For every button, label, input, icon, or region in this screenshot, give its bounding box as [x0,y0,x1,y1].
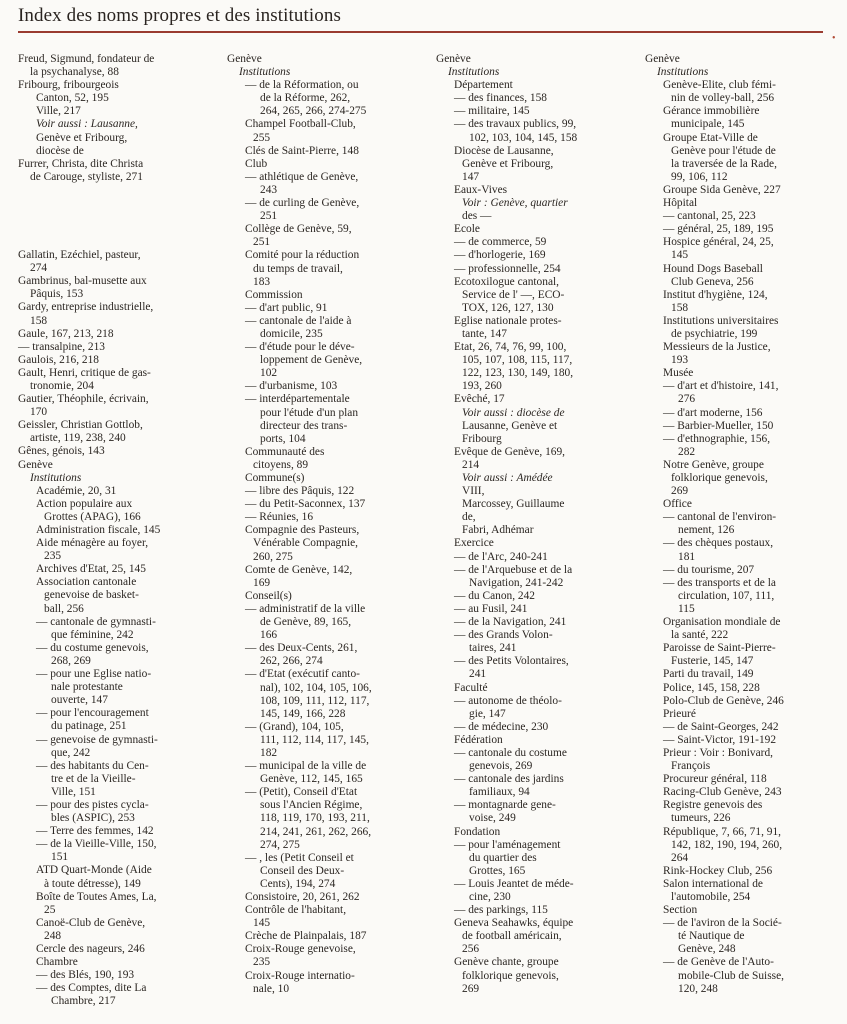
index-line: — de l'Arquebuse et de la [454,563,573,576]
index-line: 251 [260,210,278,223]
index-line: taires, 241 [469,642,517,655]
index-line: Genève, 248 [678,943,736,956]
index-line: Pâquis, 153 [30,288,84,301]
index-line: Institutions universitaires [663,314,779,327]
index-line: 262, 266, 274 [260,655,323,668]
index-line: Institutions [448,66,500,79]
index-line: du quartier des [469,851,537,864]
index-line: 99, 106, 112 [671,170,728,183]
index-line: — du Petit-Saconnex, 137 [245,498,366,511]
index-line: 264, 265, 266, 274-275 [260,105,367,118]
index-line: — de Saint-Georges, 242 [663,720,779,733]
index-line: Club Geneva, 256 [671,275,754,288]
index-line: Croix-Rouge genevoise, [245,943,356,956]
index-line: nale, 10 [253,982,290,995]
index-line: VIII, [462,485,485,498]
index-line: Diocèse de Lausanne, [454,144,554,157]
index-line: — des habitants du Cen- [36,759,149,772]
index-line: 282 [678,445,696,458]
index-line: 166 [260,629,278,642]
index-line: — du tourisme, 207 [663,563,755,576]
index-line: Hospice général, 24, 25, [663,236,774,249]
index-line: Académie, 20, 31 [36,484,117,497]
index-line: du temps de travail, [253,262,343,275]
index-line: pour l'étude d'un plan [260,406,359,419]
index-line: de Carouge, styliste, 271 [30,170,143,183]
index-line: — pour une Eglise natio- [36,668,152,681]
index-line: Genève [227,53,262,65]
index-line: — Louis Jeantet de méde- [454,877,574,890]
index-line: Fédération [454,733,503,746]
index-line: Commission [245,288,303,301]
index-line: — Barbier-Mueller, 150 [663,419,774,432]
index-line: — des Comptes, dite La [36,982,147,995]
index-line: Hôpital [663,197,698,210]
index-line: Fribourg, fribourgeois [18,79,119,92]
index-line: — d'étude pour le déve- [245,341,355,354]
index-line: 255 [253,131,271,144]
index-line: Eglise nationale protes- [454,314,562,327]
index-line: 158 [671,301,689,314]
index-line: Paroisse de Saint-Pierre- [663,642,776,655]
index-line: voise, 249 [469,812,516,825]
index-line: Institutions [239,66,291,79]
index-line: Genève-Elite, club fémi- [663,79,776,92]
index-line: Lausanne, Genève et [462,419,558,432]
index-line: Gallatin, Ezéchiel, pasteur, [18,249,141,262]
index-line: Voir aussi : Amédée [462,472,553,484]
index-line: — au Fusil, 241 [454,602,528,615]
index-line: té Nautique de [678,930,745,943]
index-line: Vénérable Compagnie, [253,537,359,550]
index-line: 102 [260,367,278,380]
index-line: 181 [678,550,696,563]
index-line: 269 [462,982,480,995]
index-line: la traversée de la Rade, [671,157,777,170]
index-line: — cantonale du costume [454,746,567,759]
index-line: 214, 241, 261, 262, 266, [260,825,372,838]
index-line: Fribourg [462,432,502,445]
index-line: — de la Vieille-Ville, 150, [36,838,157,851]
index-line: Cents), 194, 274 [260,877,336,890]
page-title: Index des noms propres et des institutions [18,5,341,26]
index-line: 235 [44,550,62,563]
index-line: — pour l'aménagement [454,838,561,851]
index-line: 25 [44,903,56,916]
index-line: — autonome de théolo- [454,694,562,707]
index-line: — des travaux publics, 99, [454,118,577,131]
index-line: Evêque de Genève, 169, [454,445,566,458]
index-line: Geissler, Christian Gottlob, [18,419,143,432]
index-line: Fusterie, 145, 147 [671,655,754,668]
index-line: Section [663,904,698,917]
index-line: — pour l'encouragement [36,707,149,720]
index-line: Office [663,498,692,511]
index-line: — pour des pistes cycla- [36,798,149,811]
index-line: 269 [671,485,689,498]
index-line: — montagnarde gene- [454,799,556,812]
index-line: de Genève, 89, 165, [260,616,352,629]
index-line: Gérance immobilière [663,105,760,118]
index-line: familiaux, 94 [469,786,530,799]
index-line: domicile, 235 [260,327,323,340]
index-line: Genève [645,53,680,65]
index-line: Croix-Rouge internatio- [245,969,355,982]
index-line: — des parkings, 115 [454,904,548,917]
index-line: Genève et Fribourg, [462,157,554,170]
index-line: Fondation [454,825,501,838]
index-line: Gaule, 167, 213, 218 [18,327,114,340]
index-line: Conseil des Deux- [260,864,345,877]
index-line: 274, 275 [260,838,300,851]
index-line: — des finances, 158 [454,92,547,105]
index-line: Consistoire, 20, 261, 262 [245,891,360,903]
index-line: directeur des trans- [260,419,348,432]
index-line: 193, 260 [462,380,502,393]
index-line: loppement de Genève, [260,354,363,367]
index-line: 214 [462,458,480,471]
index-line: — des chèques postaux, [663,537,774,550]
index-line: — athlétique de Genève, [245,170,359,183]
index-line: — des Blés, 190, 193 [36,969,135,982]
column-spacer [18,184,214,236]
index-line: — général, 25, 189, 195 [663,223,774,236]
index-line: Genève chante, groupe [454,956,559,969]
index-line: la psychanalyse, 88 [30,66,119,79]
index-line: Association cantonale [36,576,137,589]
index-line: — de l'aviron de la Socié- [663,917,782,930]
index-line: 264 [671,851,689,864]
index-line: Gardy, entreprise industrielle, [18,301,154,314]
index-column-2 [227,53,423,996]
index-line: — cantonale des jardins [454,773,564,786]
index-line: de, [462,511,476,524]
index-line: Administration fiscale, 145 [36,524,161,536]
index-line: 169 [253,576,271,589]
index-line: que, 242 [51,746,91,759]
index-line: tumeurs, 226 [671,812,731,825]
index-line: Rink-Hockey Club, 256 [663,864,773,877]
index-line: genevois, 269 [469,760,533,773]
index-line: — transalpine, 213 [18,340,105,353]
index-line: municipale, 145 [671,118,745,131]
index-line: gie, 147 [469,707,506,720]
index-line: citoyens, 89 [253,458,309,471]
index-line: — cantonale de l'aide à [245,314,352,327]
index-line: — de l'Arc, 240-241 [454,550,548,563]
index-line: diocèse de [36,144,84,157]
index-line: Communauté des [245,445,325,458]
index-line: Marcossey, Guillaume [462,498,565,511]
index-line: Polo-Club de Genève, 246 [663,694,784,707]
index-line: Musée [663,367,694,380]
index-line: — municipal de la ville de [245,760,367,773]
index-line: — (Petit), Conseil d'Etat [245,786,358,799]
index-line: — , les (Petit Conseil et [245,851,354,864]
index-line: 193 [671,354,689,367]
index-line: Voir aussi : diocèse de [462,406,565,419]
index-line: Grottes, 165 [469,864,526,877]
index-line: 276 [678,393,696,406]
index-line: Genève [18,458,53,471]
index-line: François [671,760,711,773]
index-line: Canoë-Club de Genève, [36,916,146,929]
index-line: Genève pour l'étude de [671,144,776,157]
index-line: Champel Football-Club, [245,118,356,131]
index-line: nale protestante [51,681,123,694]
index-line: Comité pour la réduction [245,249,360,262]
index-line: Freud, Sigmund, fondateur de [18,53,155,65]
index-line: Gault, Henri, critique de gas- [18,366,151,379]
index-line: de psychiatrie, 199 [671,327,758,340]
index-line: genevoise de basket- [44,589,139,602]
index-line: Police, 145, 158, 228 [663,681,760,694]
index-line: Service de l' —, ECO- [462,288,565,301]
index-line: — de Genève de l'Auto- [663,956,774,969]
index-line: 256 [462,943,480,956]
index-line: Ville, 151 [51,785,96,798]
index-line: Gênes, génois, 143 [18,445,105,458]
index-line: Institutions [30,471,82,484]
index-line: — Terre des femmes, 142 [36,825,154,838]
index-line: folklorique genevois, [462,969,559,982]
index-line: de la Réforme, 262, [260,92,351,105]
index-line: 268, 269 [51,654,91,667]
index-line: Notre Genève, groupe [663,458,764,471]
index-line: Conseil(s) [245,589,292,602]
index-line: 145 [671,249,689,262]
index-line: — d'art public, 91 [245,301,328,314]
index-line: TOX, 126, 127, 130 [462,301,554,314]
index-line: Organisation mondiale de [663,616,781,629]
index-line: ouverte, 147 [51,694,108,707]
index-line: Genève, 112, 145, 165 [260,773,363,786]
index-column-1 [18,53,214,1008]
index-line: Crèche de Plainpalais, 187 [245,930,367,943]
index-line: que féminine, 242 [51,628,134,641]
title-rule [18,31,823,33]
index-line: — des transports et de la [663,576,776,589]
index-line: Exercice [454,537,494,550]
index-line: des — [462,210,492,223]
index-line: Racing-Club Genève, 243 [663,786,782,799]
index-line: Club [245,157,268,170]
index-line: à toute détresse), 149 [44,877,141,890]
index-line: tronomie, 204 [30,379,94,392]
index-line: 183 [253,275,271,288]
index-line: Boîte de Toutes Ames, La, [36,890,157,903]
index-line: mobile-Club de Suisse, [678,969,784,982]
index-line: Geneva Seahawks, équipe [454,917,574,930]
index-line: tre et de la Vieille- [51,772,136,785]
index-line: — cantonale de gymnasti- [36,615,156,628]
index-line: Gautier, Théophile, écrivain, [18,393,149,406]
index-line: folklorique genevois, [671,472,768,484]
index-line: ATD Quart-Monde (Aide [36,864,152,877]
index-line: Aide ménagère au foyer, [36,537,149,550]
index-line: 158 [30,314,48,327]
index-line: 145 [253,917,271,930]
index-line: Messieurs de la Justice, [663,341,771,354]
index-line: Fabri, Adhémar [462,524,534,537]
index-line: artiste, 119, 238, 240 [30,432,126,445]
index-line: Salon international de [663,877,763,890]
index-line: — d'urbanisme, 103 [245,380,338,393]
index-line: ports, 104 [260,432,306,445]
index-line: 147 [462,170,480,183]
index-line: nin de volley-ball, 256 [671,92,775,105]
index-line: Genève [436,53,471,65]
index-line: 274 [30,262,48,275]
index-line: tante, 147 [462,327,507,340]
index-line: Chambre [36,956,78,969]
index-line: Ville, 217 [36,105,81,118]
index-line: 182 [260,746,278,759]
index-line: — cantonal, 25, 223 [663,210,756,223]
index-line: — libre des Pâquis, 122 [245,485,355,498]
index-line: Gambrinus, bal-musette aux [18,275,147,288]
index-line: 260, 275 [253,550,293,563]
index-line: Evêché, 17 [454,393,505,406]
index-line: Gaulois, 216, 218 [18,353,99,366]
index-line: — de la Réformation, ou [245,79,359,92]
index-line: Etat, 26, 74, 76, 99, 100, [454,341,567,354]
index-line: 151 [51,851,69,864]
index-line: 102, 103, 104, 145, 158 [469,131,578,144]
index-line: cine, 230 [469,891,511,903]
index-line: 105, 107, 108, 115, 117, [462,354,573,367]
index-line: Ecole [454,223,480,236]
index-line: — militaire, 145 [454,105,530,118]
index-line: — de la Navigation, 241 [454,616,567,629]
index-line: — genevoise de gymnasti- [36,733,158,746]
index-line: — de curling de Genève, [245,197,360,210]
index-line: Prieuré [663,707,696,720]
index-line: 248 [44,929,62,942]
index-line: Chambre, 217 [51,995,116,1008]
index-line: Collège de Genève, 59, [245,223,352,236]
index-line: bles (ASPIC), 253 [51,812,135,825]
index-line: 145, 149, 166, 228 [260,707,346,720]
index-line: Registre genevois des [663,799,763,812]
index-line: Voir : Genève, quartier [462,197,568,210]
index-line: — d'horlogerie, 169 [454,249,546,262]
index-line: — professionnelle, 254 [454,262,561,275]
index-line: — d'art moderne, 156 [663,406,763,419]
index-line: — interdépartementale [245,393,350,406]
index-line: République, 7, 66, 71, 91, [663,825,782,838]
index-line: nement, 126 [678,524,735,537]
index-line: — du Canon, 242 [454,589,535,602]
index-line: Faculté [454,681,488,694]
index-line: — de commerce, 59 [454,236,547,249]
index-line: — Saint-Victor, 191-192 [663,733,777,746]
index-line: Commune(s) [245,472,305,484]
index-line: — (Grand), 104, 105, [245,720,344,733]
index-line: — du costume genevois, [36,641,149,654]
index-line: Prieur : Voir : Bonivard, [663,746,774,759]
index-line: Procureur général, 118 [663,773,767,786]
index-line: Compagnie des Pasteurs, [245,524,360,537]
index-line: 108, 109, 111, 112, 117, [260,694,370,707]
index-line: la santé, 222 [671,629,729,642]
index-line: 120, 248 [678,982,718,995]
index-line: nal), 102, 104, 105, 106, [260,681,372,694]
index-line: 142, 182, 190, 194, 260, [671,838,783,851]
index-line: du patinage, 251 [51,720,127,733]
index-line: Navigation, 241-242 [469,576,564,589]
index-line: Voir aussi : Lausanne, [36,118,138,131]
corner-mark: • [832,33,836,44]
index-line: 243 [260,183,278,196]
index-line: 122, 123, 130, 149, 180, [462,367,574,380]
index-line: Clés de Saint-Pierre, 148 [245,144,359,157]
index-line: l'automobile, 254 [671,891,751,903]
index-line: — d'ethnographie, 156, [663,432,771,445]
index-line: Furrer, Christa, dite Christa [18,157,144,170]
index-line: 251 [253,236,271,249]
index-line: — administratif de la ville [245,602,366,615]
index-line: Archives d'Etat, 25, 145 [36,563,146,576]
index-line: 111, 112, 114, 117, 145, [260,733,369,746]
index-line: — d'art et d'histoire, 141, [663,380,779,393]
index-line: Département [454,79,513,92]
index-line: ball, 256 [44,602,84,615]
index-line: Contrôle de l'habitant, [245,904,347,917]
index-line: — des Grands Volon- [454,629,553,642]
index-line: — cantonal de l'environ- [663,511,777,524]
index-line: — des Deux-Cents, 261, [245,642,358,655]
index-line: Hound Dogs Baseball [663,262,763,275]
index-line: Comte de Genève, 142, [245,563,353,576]
index-line: Ecotoxilogue cantonal, [454,275,560,288]
index-line: 170 [30,406,48,419]
index-line: — d'Etat (exécutif canto- [245,668,360,681]
index-line: Genève et Fribourg, [36,131,128,144]
index-line: Institutions [657,66,709,79]
index-line: circulation, 107, 111, [678,589,775,602]
index-line: — des Petits Volontaires, [454,655,569,668]
index-column-3 [436,53,632,996]
index-line: 115 [678,602,695,615]
index-line: Canton, 52, 195 [36,92,109,105]
index-line: 118, 119, 170, 193, 211, [260,812,370,825]
index-line: — de médecine, 230 [454,720,549,733]
index-line: 241 [469,668,487,681]
index-line: Action populaire aux [36,497,133,510]
index-line: Parti du travail, 149 [663,668,754,681]
index-line: — Réunies, 16 [245,511,314,524]
column-spacer [18,236,214,249]
index-column-4 [645,53,841,996]
index-line: Cercle des nageurs, 246 [36,943,145,955]
index-line: Institut d'hygiène, 124, [663,288,768,301]
index-line: Groupe Etat-Ville de [663,131,758,144]
index-line: sous l'Ancien Régime, [260,799,363,812]
index-line: de football américain, [462,930,562,943]
index-line: Grottes (APAG), 166 [44,510,141,523]
index-line: Eaux-Vives [454,183,508,196]
index-line: 235 [253,956,271,969]
index-line: Groupe Sida Genève, 227 [663,183,781,196]
